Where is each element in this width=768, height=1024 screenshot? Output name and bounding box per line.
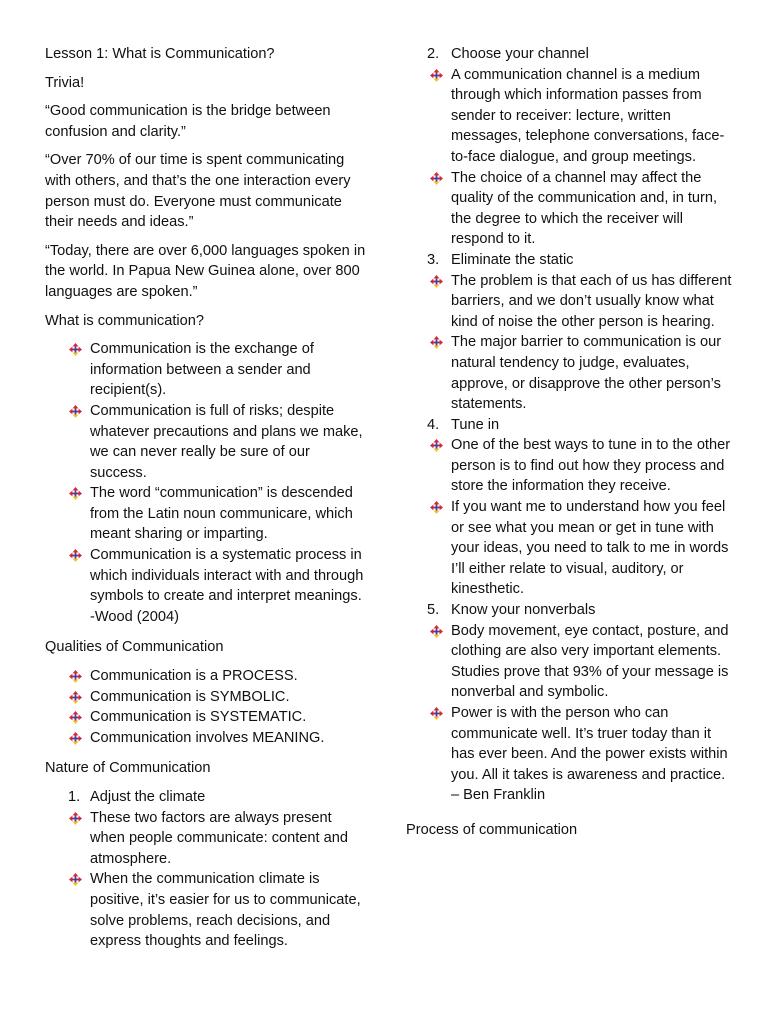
nature-item-5-title: 5. Know your nonverbals bbox=[427, 602, 596, 619]
quad-arrow-bullet-icon bbox=[430, 69, 443, 82]
process-heading: Process of communication bbox=[406, 821, 578, 838]
quad-arrow-bullet-icon bbox=[69, 549, 82, 562]
quote-3: “Today, there are over 6,000 languages spoken in the world. In Papua New Guinea alone, over 800 languages are spoken.” bbox=[45, 242, 366, 300]
quote-1: “Good communication is the bridge between confusion and clarity.” bbox=[45, 103, 331, 140]
nature-item-2-title: 2. Choose your channel bbox=[427, 46, 589, 62]
quote-2: “Over 70% of our time is spent communicating with others, and that’s the one interaction every person must do. Everyone must communicate their needs and ideas.” bbox=[45, 152, 351, 231]
quad-arrow-bullet-icon bbox=[430, 501, 443, 514]
quad-arrow-bullet-icon bbox=[69, 487, 82, 500]
list-item: A communication channel is a medium through which information passes from sender to receiver: lecture, written messages, telephone conversations, face-to-face dialogue, and group meetings. bbox=[451, 65, 736, 168]
list-item: The choice of a channel may affect the quality of the communication and, in turn, the degree to which the receiver will respond to it. bbox=[451, 168, 736, 250]
quad-arrow-bullet-icon bbox=[430, 275, 443, 288]
list-item: These two factors are always present when people communicate: content and atmosphere. bbox=[90, 808, 370, 870]
what-heading: What is communication? bbox=[45, 312, 204, 329]
nature-heading: Nature of Communication bbox=[45, 760, 211, 777]
quad-arrow-bullet-icon bbox=[430, 707, 443, 720]
trivia-heading: Trivia! bbox=[45, 74, 85, 91]
quad-arrow-bullet-icon bbox=[430, 336, 443, 349]
nature-item-3-bullets bbox=[406, 271, 736, 415]
list-item: The problem is that each of us has different barriers, and we don’t usually know what kind of noise the other person is hearing. bbox=[451, 271, 736, 333]
quad-arrow-bullet-icon bbox=[430, 625, 443, 638]
list-item: Body movement, eye contact, posture, and clothing are also very important elements. Studies prove that 93% of your message is nonverbal and symbolic. bbox=[451, 621, 736, 703]
quad-arrow-bullet-icon bbox=[69, 873, 82, 886]
quad-arrow-bullet-icon bbox=[430, 439, 443, 452]
list-item: Communication is full of risks; despite whatever precautions and plans we make, we can never really be sure of our success. bbox=[90, 401, 370, 483]
quad-arrow-bullet-icon bbox=[69, 343, 82, 356]
nature-item-1-title: 1. Adjust the climate bbox=[68, 789, 206, 805]
list-item: The major barrier to communication is our natural tendency to judge, evaluates, approve, or disapprove the other person’s statements. bbox=[451, 332, 736, 414]
quad-arrow-bullet-icon bbox=[69, 670, 82, 683]
nature-item-1-bullets bbox=[45, 808, 370, 952]
nature-item-2-bullets bbox=[406, 65, 736, 250]
list-item: Communication involves MEANING. bbox=[90, 728, 370, 749]
quad-arrow-bullet-icon bbox=[430, 172, 443, 185]
left-column bbox=[45, 44, 370, 952]
nature-item-5-bullets bbox=[406, 621, 736, 806]
quad-arrow-bullet-icon bbox=[69, 691, 82, 704]
list-item: Communication is the exchange of information between a sender and recipient(s). bbox=[90, 339, 370, 401]
qualities-list bbox=[45, 666, 370, 748]
right-column bbox=[406, 44, 736, 849]
nature-item-4-bullets bbox=[406, 435, 736, 600]
lesson-title: Lesson 1: What is Communication? bbox=[45, 46, 275, 62]
list-item: If you want me to understand how you feel or see what you mean or get in tune with your ideas, you need to talk to me in words I’ll either relate to visual, auditory, or kinesthetic. bbox=[451, 497, 736, 600]
list-item: One of the best ways to tune in to the other person is to find out how they process and store the information they receive. bbox=[451, 435, 736, 497]
list-item: Communication is a systematic process in which individuals interact with and through symbols to create and interpret meanings. -Wood (2004) bbox=[90, 545, 370, 627]
qualities-heading: Qualities of Communication bbox=[45, 639, 224, 656]
list-item: When the communication climate is positive, it’s easier for us to communicate, solve problems, reach decisions, and express thoughts and feelings. bbox=[90, 869, 370, 951]
list-item: Power is with the person who can communicate well. It’s truer today than it has ever been. And the power exists within you. All it takes is awareness and practice. – Ben Franklin bbox=[451, 703, 736, 806]
quad-arrow-bullet-icon bbox=[69, 711, 82, 724]
quad-arrow-bullet-icon bbox=[69, 732, 82, 745]
what-list bbox=[45, 339, 370, 627]
list-item: Communication is a PROCESS. bbox=[90, 666, 370, 687]
quad-arrow-bullet-icon bbox=[69, 812, 82, 825]
list-item: Communication is SYMBOLIC. bbox=[90, 687, 370, 708]
list-item: Communication is SYSTEMATIC. bbox=[90, 707, 370, 728]
nature-item-3-title: 3. Eliminate the static bbox=[427, 251, 574, 268]
list-item: The word “communication” is descended from the Latin noun communicare, which meant sharing or imparting. bbox=[90, 483, 370, 545]
nature-item-4-title: 4. Tune in bbox=[427, 416, 500, 433]
quad-arrow-bullet-icon bbox=[69, 405, 82, 418]
